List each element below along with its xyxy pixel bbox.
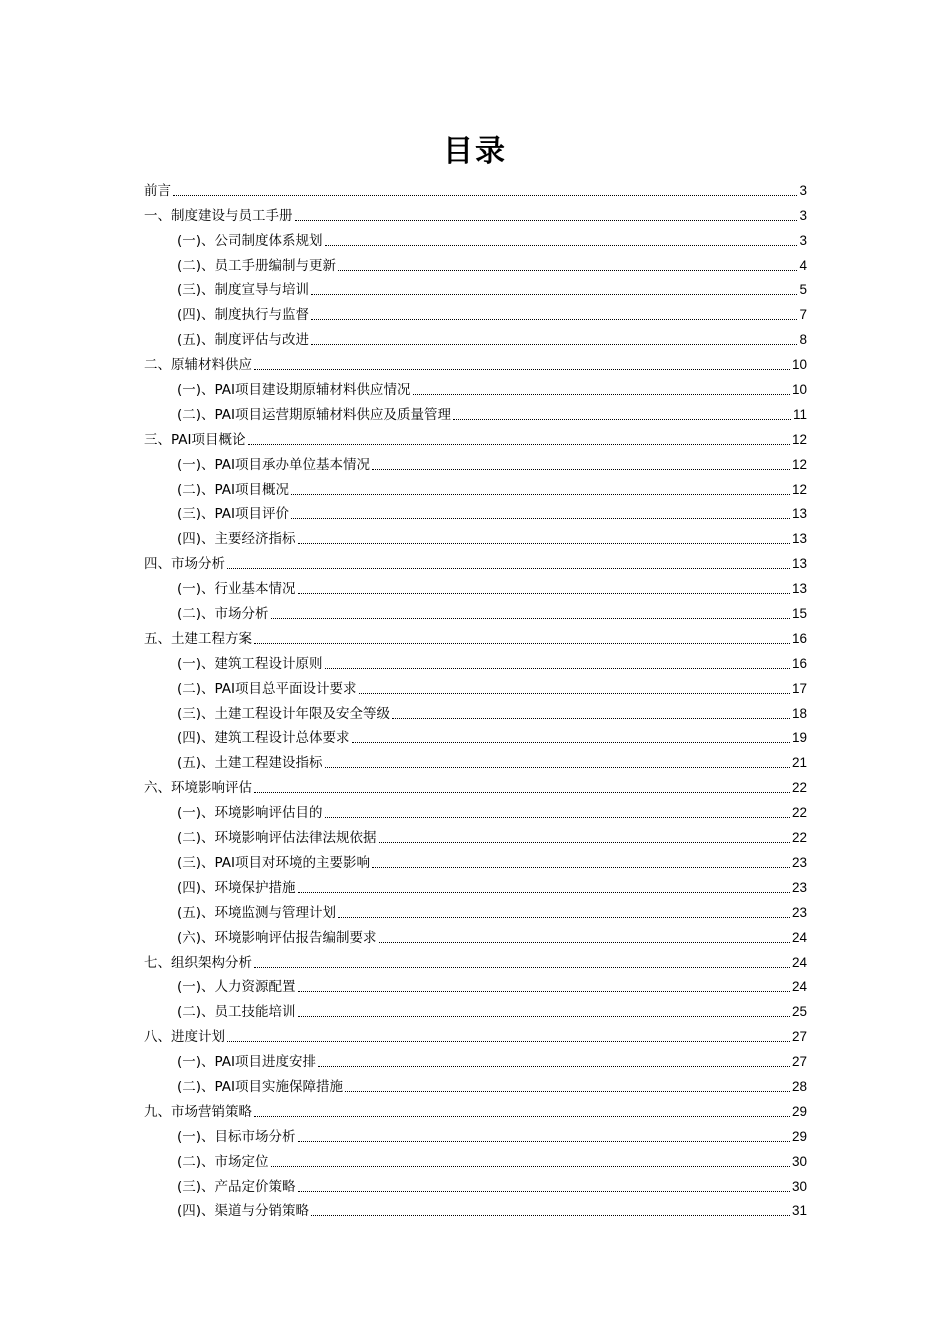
toc-entry-title: (一)、人力资源配置 <box>177 979 296 996</box>
toc-entry-title: (三)、PAI项目对环境的主要影响 <box>177 854 371 871</box>
toc-entry[interactable] <box>144 1121 807 1146</box>
toc-entry-title: (二)、市场定位 <box>177 1153 269 1170</box>
dot-leader <box>325 244 798 246</box>
toc-entry-title: (四)、环境保护措施 <box>177 879 296 896</box>
dot-leader <box>248 443 790 445</box>
toc-entry[interactable] <box>144 225 807 250</box>
dot-leader <box>311 293 797 295</box>
toc-entry-page-number: 10 <box>791 382 807 398</box>
toc-list <box>144 175 807 1220</box>
toc-entry-page-number: 25 <box>791 1004 807 1020</box>
dot-leader <box>318 1065 790 1067</box>
toc-entry-page-number: 8 <box>799 332 807 348</box>
toc-entry[interactable] <box>144 947 807 972</box>
toc-entry-page-number: 23 <box>791 879 807 895</box>
toc-entry-title: (五)、制度评估与改进 <box>177 332 310 349</box>
toc-entry[interactable] <box>144 474 807 499</box>
toc-entry-page-number: 22 <box>791 805 807 821</box>
toc-entry-page-number: 4 <box>799 257 807 273</box>
dot-leader <box>298 891 790 893</box>
toc-entry-page-number: 24 <box>791 929 807 945</box>
toc-entry[interactable] <box>144 772 807 797</box>
toc-entry-page-number: 27 <box>791 1054 807 1070</box>
toc-entry-page-number: 13 <box>791 506 807 522</box>
dot-leader <box>254 642 790 644</box>
dot-leader <box>254 791 790 793</box>
toc-entry[interactable] <box>144 548 807 573</box>
toc-entry-title: 前言 <box>144 182 171 199</box>
dot-leader <box>379 941 790 943</box>
toc-entry-page-number: 13 <box>791 581 807 597</box>
toc-entry-title: (一)、公司制度体系规划 <box>177 232 323 249</box>
dot-leader <box>254 1115 790 1117</box>
toc-entry-page-number: 27 <box>791 1029 807 1045</box>
toc-entry[interactable] <box>144 872 807 897</box>
toc-entry[interactable] <box>144 1096 807 1121</box>
dot-leader <box>291 493 790 495</box>
toc-entry-title: (三)、产品定价策略 <box>177 1178 296 1195</box>
dot-leader <box>298 592 790 594</box>
toc-entry-title: (三)、土建工程设计年限及安全等级 <box>177 705 391 722</box>
dot-leader <box>413 393 790 395</box>
toc-entry-title: (五)、环境监测与管理计划 <box>177 904 337 921</box>
toc-entry-title: (四)、建筑工程设计总体要求 <box>177 730 350 747</box>
dot-leader <box>372 866 790 868</box>
toc-entry-title: 六、环境影响评估 <box>144 780 252 797</box>
dot-leader <box>338 916 790 918</box>
dot-leader <box>291 517 790 519</box>
dot-leader <box>271 617 790 619</box>
toc-entry-title: (二)、员工手册编制与更新 <box>177 257 337 274</box>
toc-entry-title: 四、市场分析 <box>144 556 225 573</box>
toc-entry-page-number: 16 <box>791 630 807 646</box>
toc-entry-page-number: 18 <box>791 705 807 721</box>
toc-entry-page-number: 12 <box>791 431 807 447</box>
toc-entry-page-number: 13 <box>791 531 807 547</box>
toc-entry-title: (二)、PAI项目概况 <box>177 481 290 498</box>
toc-entry[interactable] <box>144 996 807 1021</box>
toc-entry-title: 一、制度建设与员工手册 <box>144 207 293 224</box>
dot-leader <box>325 667 790 669</box>
toc-entry-page-number: 15 <box>791 606 807 622</box>
dot-leader <box>227 567 790 569</box>
toc-entry[interactable] <box>144 1146 807 1171</box>
toc-entry-title: 七、组织架构分析 <box>144 954 252 971</box>
dot-leader <box>392 717 790 719</box>
dot-leader <box>352 741 790 743</box>
toc-entry-title: 三、PAI项目概论 <box>144 431 246 448</box>
toc-entry[interactable] <box>144 573 807 598</box>
toc-entry[interactable] <box>144 972 807 997</box>
dot-leader <box>298 1015 790 1017</box>
toc-entry-title: (四)、制度执行与监督 <box>177 307 310 324</box>
toc-entry-title: (二)、PAI项目总平面设计要求 <box>177 680 357 697</box>
toc-entry-title: (五)、土建工程建设指标 <box>177 755 323 772</box>
dot-leader <box>311 318 797 320</box>
toc-entry-title: (六)、环境影响评估报告编制要求 <box>177 929 377 946</box>
toc-entry-title: (三)、制度宣导与培训 <box>177 282 310 299</box>
toc-entry-page-number: 3 <box>799 207 807 223</box>
toc-entry-title: (一)、PAI项目进度安排 <box>177 1054 317 1071</box>
toc-entry[interactable] <box>144 922 807 947</box>
toc-entry-title: (四)、渠道与分销策略 <box>177 1203 310 1220</box>
toc-entry-title: 二、原辅材料供应 <box>144 357 252 374</box>
toc-entry-title: (三)、PAI项目评价 <box>177 506 290 523</box>
toc-entry-page-number: 3 <box>799 182 807 198</box>
toc-entry-title: (二)、环境影响评估法律法规依据 <box>177 830 377 847</box>
toc-entry[interactable] <box>144 523 807 548</box>
toc-entry-page-number: 22 <box>791 830 807 846</box>
toc-entry[interactable] <box>144 175 807 200</box>
toc-entry[interactable] <box>144 250 807 275</box>
toc-entry-title: (二)、PAI项目运营期原辅材料供应及质量管理 <box>177 406 452 423</box>
toc-entry-title: (一)、环境影响评估目的 <box>177 805 323 822</box>
dot-leader <box>173 194 797 196</box>
toc-entry[interactable] <box>144 1171 807 1196</box>
toc-entry-page-number: 11 <box>792 406 807 422</box>
toc-entry[interactable] <box>144 275 807 300</box>
toc-entry-page-number: 31 <box>791 1203 807 1219</box>
toc-entry-title: (一)、行业基本情况 <box>177 581 296 598</box>
toc-entry-title: (二)、市场分析 <box>177 606 269 623</box>
toc-entry-page-number: 7 <box>799 307 807 323</box>
toc-entry[interactable] <box>144 623 807 648</box>
toc-entry-page-number: 12 <box>791 456 807 472</box>
toc-entry[interactable] <box>144 324 807 349</box>
dot-leader <box>298 1140 790 1142</box>
toc-entry[interactable] <box>144 747 807 772</box>
toc-entry[interactable] <box>144 1196 807 1221</box>
dot-leader <box>311 343 797 345</box>
toc-entry[interactable] <box>144 399 807 424</box>
toc-entry[interactable] <box>144 349 807 374</box>
toc-entry-title: 五、土建工程方案 <box>144 630 252 647</box>
dot-leader <box>298 990 790 992</box>
dot-leader <box>298 542 790 544</box>
toc-entry[interactable] <box>144 897 807 922</box>
toc-entry[interactable] <box>144 299 807 324</box>
toc-entry[interactable] <box>144 797 807 822</box>
toc-entry-page-number: 29 <box>791 1128 807 1144</box>
dot-leader <box>453 418 791 420</box>
toc-entry-page-number: 10 <box>791 357 807 373</box>
toc-entry-title: (二)、员工技能培训 <box>177 1004 296 1021</box>
toc-entry-page-number: 24 <box>791 979 807 995</box>
toc-entry[interactable] <box>144 673 807 698</box>
toc-entry-page-number: 19 <box>791 730 807 746</box>
toc-entry-page-number: 22 <box>791 780 807 796</box>
toc-entry-page-number: 23 <box>791 904 807 920</box>
toc-entry[interactable] <box>144 449 807 474</box>
toc-entry-page-number: 13 <box>791 556 807 572</box>
toc-entry[interactable] <box>144 374 807 399</box>
dot-leader <box>372 468 790 470</box>
toc-entry[interactable] <box>144 723 807 748</box>
toc-entry[interactable] <box>144 648 807 673</box>
dot-leader <box>254 966 790 968</box>
dot-leader <box>325 766 790 768</box>
toc-entry-title: (二)、PAI项目实施保障措施 <box>177 1078 344 1095</box>
toc-entry[interactable] <box>144 698 807 723</box>
dot-leader <box>227 1040 790 1042</box>
toc-entry-page-number: 30 <box>791 1153 807 1169</box>
toc-entry-page-number: 24 <box>791 954 807 970</box>
toc-entry-page-number: 12 <box>791 481 807 497</box>
dot-leader <box>359 692 790 694</box>
toc-entry-title: 九、市场营销策略 <box>144 1103 252 1120</box>
toc-entry-page-number: 16 <box>791 655 807 671</box>
toc-title: 目录 <box>443 134 507 169</box>
dot-leader <box>254 368 790 370</box>
dot-leader <box>345 1090 790 1092</box>
dot-leader <box>325 816 790 818</box>
toc-entry-page-number: 23 <box>791 854 807 870</box>
toc-entry-page-number: 28 <box>791 1078 807 1094</box>
toc-entry-title: (一)、PAI项目建设期原辅材料供应情况 <box>177 382 411 399</box>
toc-entry[interactable] <box>144 822 807 847</box>
dot-leader <box>298 1190 790 1192</box>
toc-entry[interactable] <box>144 1071 807 1096</box>
dot-leader <box>338 269 797 271</box>
toc-entry-page-number: 30 <box>791 1178 807 1194</box>
toc-entry-page-number: 17 <box>791 680 807 696</box>
dot-leader <box>311 1214 790 1216</box>
toc-entry-page-number: 21 <box>791 755 807 771</box>
toc-entry-title: (四)、主要经济指标 <box>177 531 296 548</box>
toc-entry[interactable] <box>144 1021 807 1046</box>
toc-entry-title: (一)、目标市场分析 <box>177 1128 296 1145</box>
dot-leader <box>295 219 798 221</box>
toc-entry-page-number: 5 <box>799 282 807 298</box>
toc-entry[interactable] <box>144 499 807 524</box>
toc-entry[interactable] <box>144 424 807 449</box>
dot-leader <box>271 1165 790 1167</box>
toc-entry-title: (一)、PAI项目承办单位基本情况 <box>177 456 371 473</box>
toc-entry-title: (一)、建筑工程设计原则 <box>177 655 323 672</box>
toc-entry[interactable] <box>144 598 807 623</box>
toc-entry-title: 八、进度计划 <box>144 1029 225 1046</box>
toc-entry[interactable] <box>144 847 807 872</box>
dot-leader <box>379 841 790 843</box>
toc-entry[interactable] <box>144 200 807 225</box>
toc-entry-page-number: 3 <box>799 232 807 248</box>
toc-entry-page-number: 29 <box>791 1103 807 1119</box>
toc-entry[interactable] <box>144 1046 807 1071</box>
